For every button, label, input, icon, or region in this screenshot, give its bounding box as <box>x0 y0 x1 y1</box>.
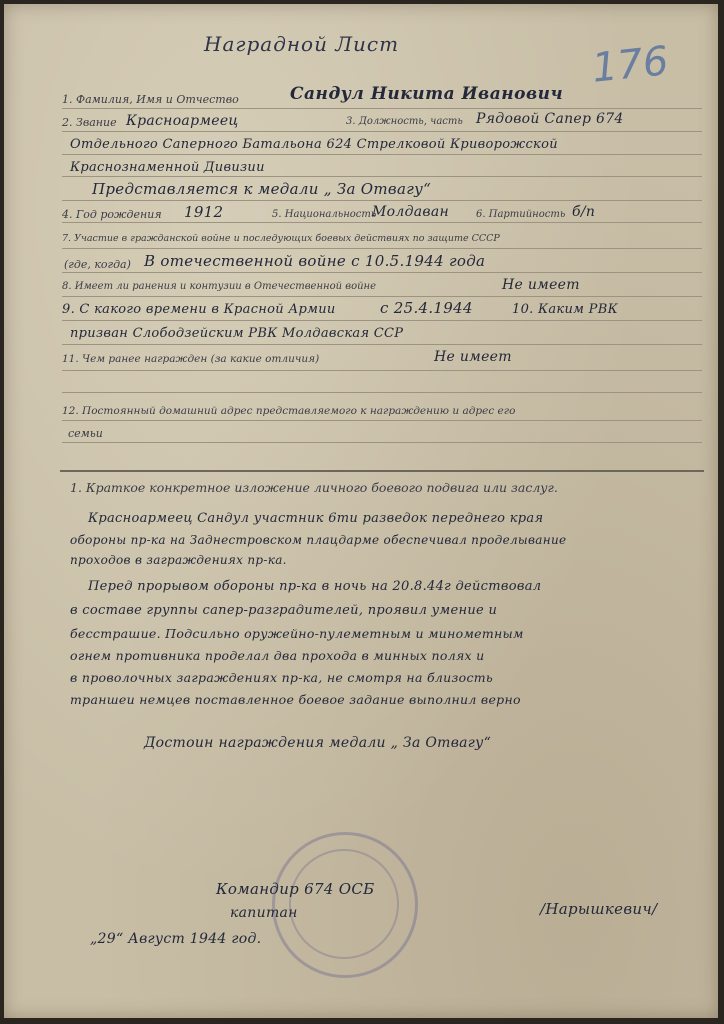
rule-line <box>62 272 702 273</box>
rule-line <box>62 392 702 393</box>
rule-line <box>62 320 702 321</box>
rule-line <box>62 370 702 371</box>
narrative-line: обороны пр-ка на Заднестровском плацдарме обеспечивал проделывание <box>70 533 567 547</box>
field7-value: В отечественной войне с 10.5.1944 года <box>144 252 486 270</box>
field7-sub: (где, когда) <box>64 258 131 271</box>
rule-line <box>62 200 702 201</box>
field12-label: 12. Постоянный домашний адрес представляемого к награждению и адрес его <box>62 405 516 417</box>
rule-line <box>62 344 702 345</box>
archive-number: 176 <box>589 38 671 92</box>
narrative-line: проходов в заграждениях пр-ка. <box>70 553 287 567</box>
document-title: Наградной Лист <box>204 32 400 56</box>
field6-label: 6. Партийность <box>476 209 566 220</box>
field11-value: Не имеет <box>434 349 512 365</box>
unit-line-1: Отдельного Саперного Батальона 624 Стрелковой Криворожской <box>70 137 558 152</box>
field2-label: 2. Звание <box>62 116 117 129</box>
field3-value: Рядовой Сапер 674 <box>476 111 624 127</box>
rule-line <box>62 296 702 297</box>
field9-label: 9. С какого времени в Красной Армии <box>62 302 336 317</box>
field5-value: Молдаван <box>372 204 450 220</box>
rule-line <box>62 108 702 109</box>
narrative-line: Красноармеец Сандул участник 6ти разведок переднего края <box>88 511 544 526</box>
field9-value: с 25.4.1944 <box>380 299 473 317</box>
field4-label: 4. Год рождения <box>62 208 162 221</box>
commander-title: Командир 674 ОСБ <box>216 880 375 898</box>
field3-label: 3. Должность, часть <box>346 116 463 127</box>
rule-line <box>62 222 702 223</box>
narrative-line: бесстрашие. Подсильно оружейно-пулеметным и минометным <box>70 626 524 641</box>
field11-label: 11. Чем ранее награжден (за какие отличия) <box>62 353 320 365</box>
field7-label: 7. Участие в гражданской войне и последующих боевых действиях по защите СССР <box>62 233 500 244</box>
field8-value: Не имеет <box>502 277 580 293</box>
rule-line <box>62 176 702 177</box>
field6-value: б/п <box>572 204 596 220</box>
commander-rank: капитан <box>230 905 298 921</box>
narrative-line: в проволочных заграждениях пр-ка, не смотря на близость <box>70 670 494 685</box>
narrative-line: Перед прорывом обороны пр-ка в ночь на 20.8.44г действовал <box>88 579 542 594</box>
narrative-line: огнем противника проделал два прохода в минных полях и <box>70 648 485 663</box>
summary-label: 1. Краткое конкретное изложение личного боевого подвига или заслуг. <box>70 480 558 495</box>
narrative-line: траншеи немцев поставленное боевое задание выполнил верно <box>70 692 521 707</box>
narrative-line: в составе группы сапер-разградителей, проявил умение и <box>70 603 498 618</box>
nomination: Представляется к медали „ За Отвагу“ <box>92 180 432 198</box>
rule-line <box>62 154 702 155</box>
rule-line <box>62 442 702 443</box>
field4-value: 1912 <box>184 203 224 221</box>
rule-line <box>62 248 702 249</box>
section-divider <box>60 470 704 472</box>
field12-label-2: семьи <box>68 427 103 440</box>
field1-value: Сандул Никита Иванович <box>290 84 564 104</box>
field1-label: 1. Фамилия, Имя и Отчество <box>62 93 239 106</box>
award-sheet <box>4 4 718 1018</box>
rule-line <box>62 420 702 421</box>
commander-name: /Нарышкевич/ <box>540 900 658 918</box>
field8-label: 8. Имеет ли ранения и контузии в Отечественной войне <box>62 281 377 292</box>
unit-line-2: Краснознаменной Дивизии <box>70 160 265 175</box>
document-date: „29“ Август 1944 год. <box>90 931 262 947</box>
field10-label: 10. Каким РВК <box>512 302 618 317</box>
conclusion: Достоин награждения медали „ За Отвагу“ <box>144 735 492 751</box>
field10-value: призван Слободзейским РВК Молдавская ССР <box>70 326 404 341</box>
rule-line <box>62 131 702 132</box>
field5-label: 5. Национальность <box>272 209 377 220</box>
field2-value: Красноармеец <box>126 113 239 129</box>
